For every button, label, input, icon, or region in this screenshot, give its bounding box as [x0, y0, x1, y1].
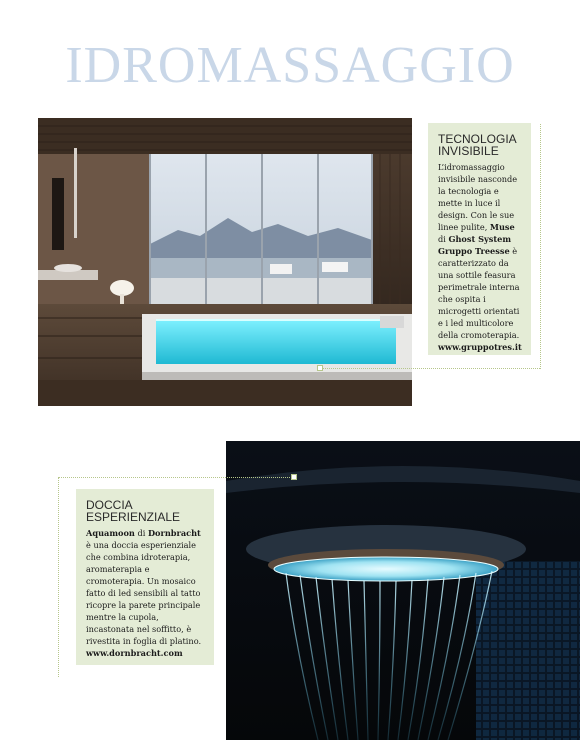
caption-box-doccia-esperienziale	[76, 489, 214, 665]
caption-text: di	[438, 234, 449, 244]
dotted-connector	[540, 124, 541, 369]
page-title: IDROMASSAGGIO	[65, 37, 515, 94]
caption-box-tecnologia-invisibile	[428, 123, 531, 355]
caption-text: è una doccia esperienziale che combina idroterapia, aromaterapia e cromoterapia. Un mosaico fatto di led sensibili al tatto ricopre la parete principale mentre la cupola, incastonata nel soffitto, è rivestita in foglia di platino.	[86, 540, 202, 646]
product-name: Muse	[489, 222, 515, 232]
caption-text: di	[134, 528, 148, 538]
caption-heading: TECNOLOGIA INVISIBILE	[438, 132, 517, 158]
caption-text: è caratterizzato da una sottile feasura perimetrale interna che ospita i microgetti orientati e i led multicolore della cromoterapia.	[438, 246, 520, 340]
caption-body	[438, 161, 521, 353]
shower-photo	[226, 441, 580, 740]
dotted-connector	[58, 477, 59, 677]
website-link[interactable]: www.gruppotres.it	[438, 342, 522, 352]
brand-name: Ghost System Gruppo Treesse	[438, 234, 512, 256]
connector-node	[291, 474, 297, 480]
brand-name: Dornbracht	[147, 528, 201, 538]
jacuzzi-bathroom-photo	[38, 118, 412, 406]
caption-body	[86, 527, 204, 659]
caption-text: L’idromassaggio invisibile nasconde la tecnologia e mette in luce il design. Con le sue linee pulite,	[438, 162, 518, 232]
dotted-connector	[58, 477, 294, 478]
caption-heading: DOCCIA ESPERIENZIALE	[86, 498, 181, 524]
website-link[interactable]: www.dornbracht.com	[86, 648, 183, 658]
connector-node	[317, 365, 323, 371]
dotted-connector	[320, 368, 540, 369]
product-name: Aquamoon	[86, 528, 135, 538]
